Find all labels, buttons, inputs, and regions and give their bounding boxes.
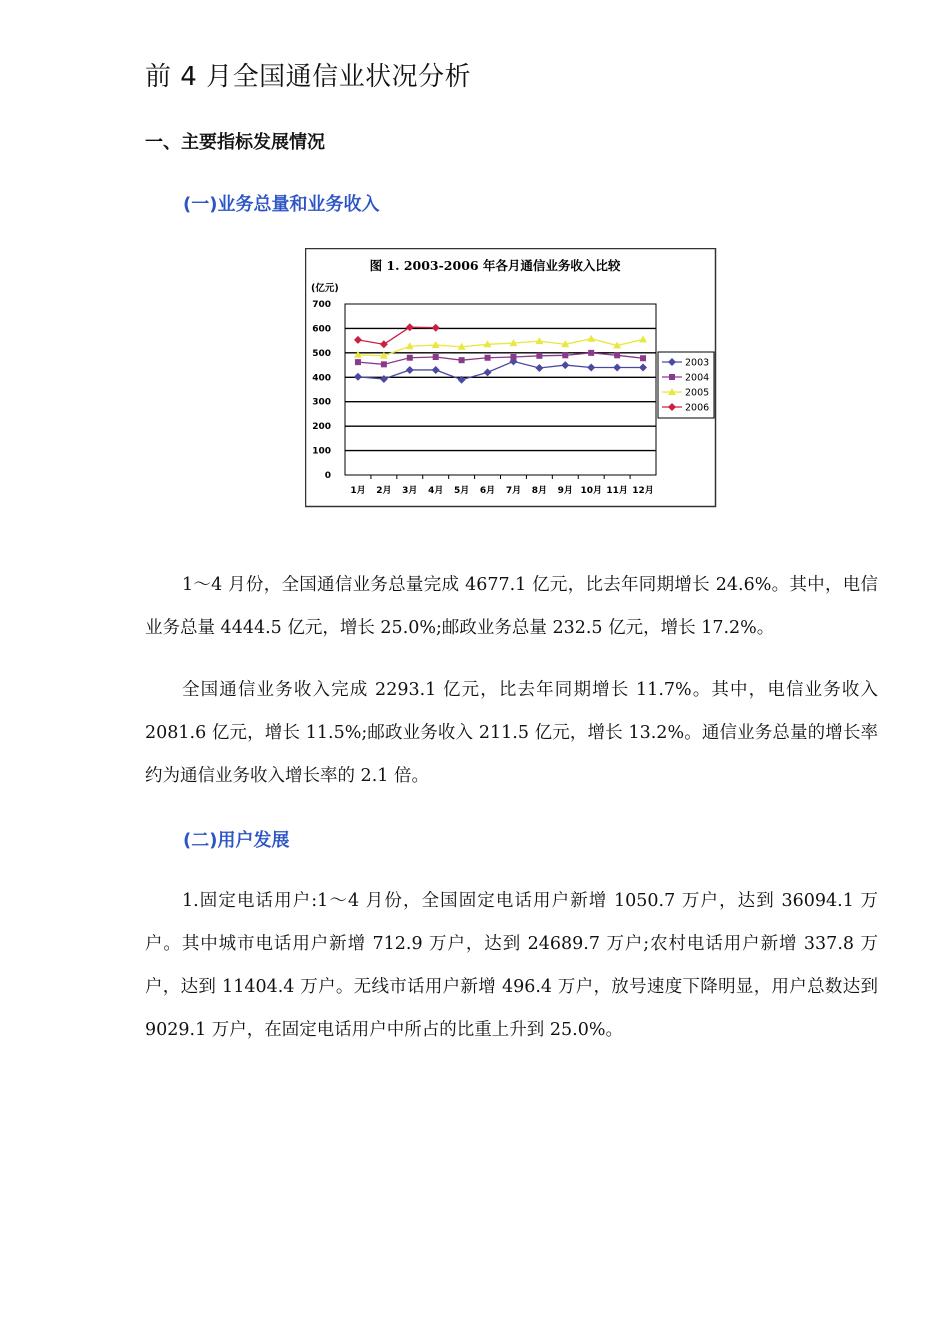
chart-title: 图 1. 2003-2006 年各月通信业务收入比较 — [369, 258, 621, 273]
x-tick-label: 12月 — [632, 486, 654, 496]
x-tick-label: 3月 — [402, 486, 418, 496]
subsection-heading-revenue: (一)业务总量和业务收入 — [183, 194, 380, 215]
x-tick-label: 11月 — [606, 486, 628, 496]
legend-label: 2005 — [685, 387, 710, 399]
legend-label: 2003 — [685, 357, 710, 369]
data-point-2004 — [588, 350, 594, 356]
data-point-2004 — [536, 353, 542, 359]
x-tick-label: 2月 — [376, 486, 392, 496]
data-point-2004 — [640, 355, 646, 361]
y-axis-unit-label: (亿元) — [311, 283, 339, 294]
chart-legend — [658, 352, 714, 418]
data-point-2004 — [510, 354, 516, 360]
data-point-2004 — [355, 359, 361, 365]
data-point-2004 — [485, 355, 491, 361]
data-point-2004 — [459, 357, 465, 363]
data-point-2004 — [407, 355, 413, 361]
plot-border — [345, 304, 656, 475]
x-tick-label: 8月 — [531, 486, 548, 496]
x-tick-label: 7月 — [505, 486, 522, 496]
data-point-2004 — [562, 352, 568, 358]
legend-label: 2004 — [685, 372, 710, 384]
section-heading: 一、主要指标发展情况 — [145, 132, 325, 153]
revenue-line-chart — [305, 248, 717, 508]
subsection-heading-users: (二)用户发展 — [183, 830, 290, 851]
y-tick-label: 300 — [312, 397, 331, 408]
y-tick-label: 500 — [312, 348, 331, 359]
y-tick-label: 700 — [312, 300, 331, 310]
paragraph-business-volume: 1～4 月份，全国通信业务总量完成 4677.1 亿元，比去年同期增长 24.6%。其中，电信业务总量 4444.5 亿元，增长 25.0%;邮政业务总量 232.5 亿元，增长 17.2%。 — [145, 575, 878, 638]
x-tick-label: 9月 — [557, 486, 573, 496]
x-tick-label: 4月 — [428, 486, 444, 496]
y-tick-label: 0 — [324, 471, 331, 481]
document-title: 前 4 月全国通信业状况分析 — [145, 62, 472, 92]
data-point-2004 — [381, 361, 387, 367]
paragraph-business-revenue: 全国通信业务收入完成 2293.1 亿元，比去年同期增长 11.7%。其中，电信业务收入 2081.6 亿元，增长 11.5%;邮政业务收入 211.5 亿元，增长 13.2%。通信业务总量的增长率约为通信业务收入增长率的 2.1 倍。 — [145, 680, 878, 786]
legend-swatch-marker — [669, 374, 675, 380]
y-tick-label: 600 — [312, 324, 331, 335]
x-tick-label: 5月 — [453, 486, 470, 496]
data-point-2004 — [614, 352, 620, 358]
paragraph-fixed-phone-users: 1.固定电话用户:1～4 月份，全国固定电话用户新增 1050.7 万户，达到 36094.1 万户。其中城市电话用户新增 712.9 万户，达到 24689.7 万户;农村电话用户新增 337.8 万户，达到 11404.4 万户。无线市话用户新增 496.4 万户，放号速度下降明显，用户总数达到 9029.1 万户，在固定电话用户中所占的比重上升到 25.0%。 — [145, 891, 878, 1040]
legend-label: 2006 — [685, 402, 710, 414]
y-tick-label: 400 — [312, 373, 331, 384]
y-tick-label: 200 — [312, 422, 331, 433]
x-tick-label: 10月 — [580, 486, 602, 496]
plot-area — [312, 300, 656, 496]
x-tick-label: 1月 — [350, 486, 366, 496]
y-tick-label: 100 — [312, 446, 331, 457]
data-point-2004 — [433, 354, 439, 360]
x-tick-label: 6月 — [479, 486, 496, 496]
